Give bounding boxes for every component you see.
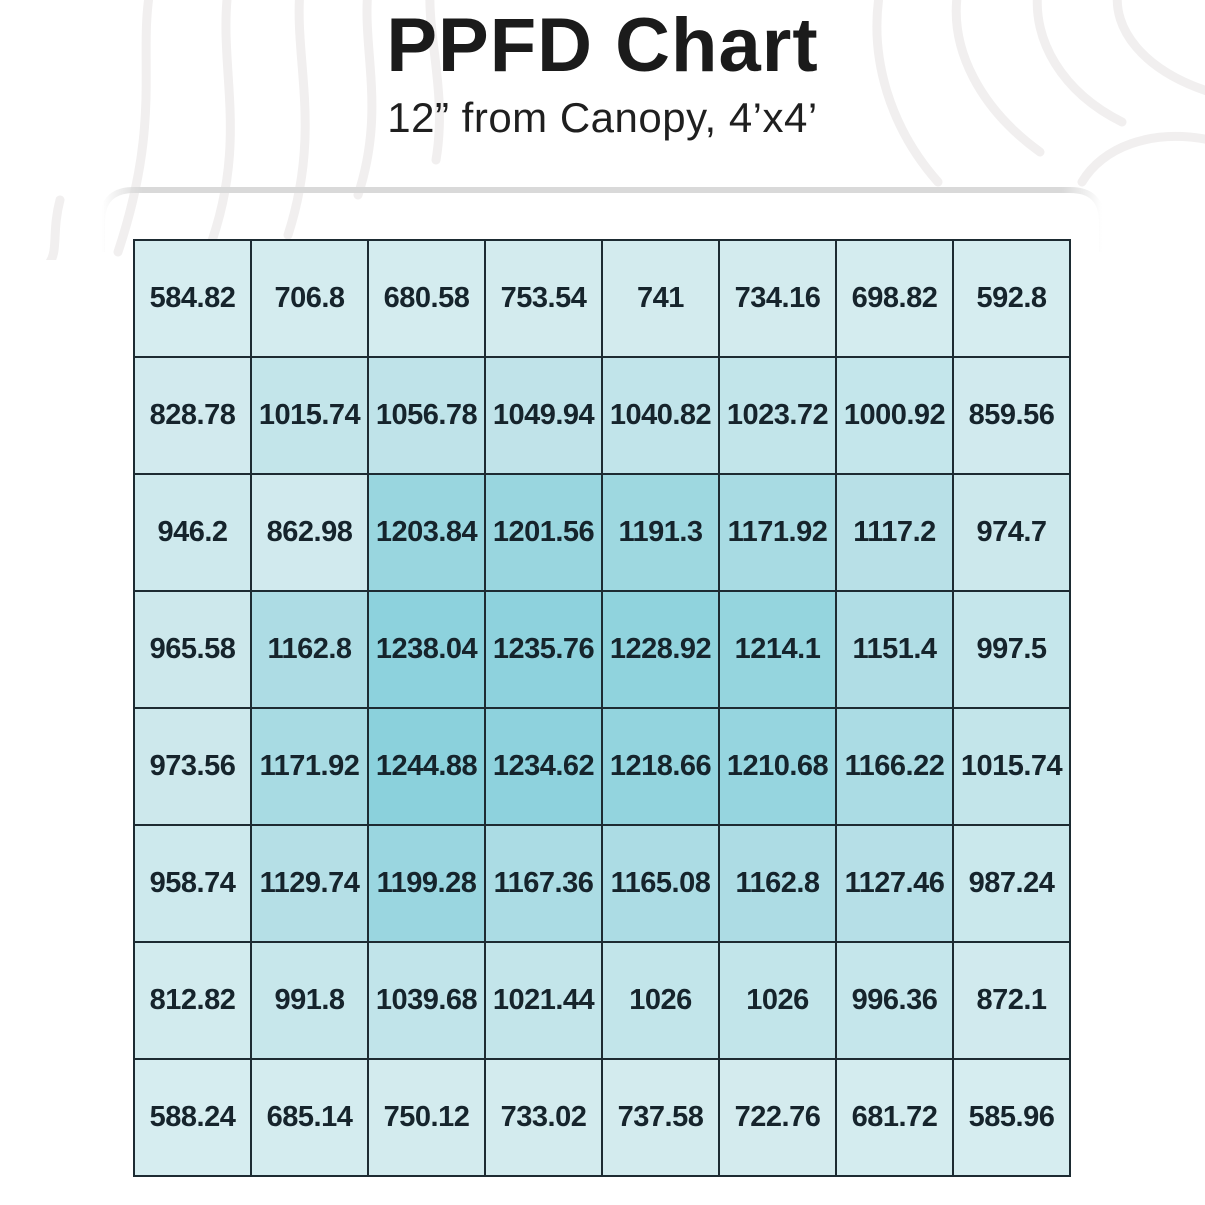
ppfd-cell: 1049.94 [486,358,601,473]
ppfd-cell: 1040.82 [603,358,718,473]
ppfd-cell: 1244.88 [369,709,484,824]
ppfd-cell: 1203.84 [369,475,484,590]
ppfd-cell: 1166.22 [837,709,952,824]
ppfd-cell: 1171.92 [252,709,367,824]
page-title: PPFD Chart [386,3,819,88]
ppfd-cell: 1162.8 [252,592,367,707]
ppfd-cell: 685.14 [252,1060,367,1175]
ppfd-cell: 1235.76 [486,592,601,707]
ppfd-cell: 973.56 [135,709,250,824]
ppfd-cell: 1026 [720,943,835,1058]
chart-header [0,0,1205,142]
ppfd-cell: 1191.3 [603,475,718,590]
ppfd-cell: 987.24 [954,826,1069,941]
ppfd-cell: 733.02 [486,1060,601,1175]
ppfd-cell: 1201.56 [486,475,601,590]
ppfd-cell: 1129.74 [252,826,367,941]
ppfd-cell: 1015.74 [954,709,1069,824]
ppfd-cell: 734.16 [720,241,835,356]
ppfd-cell: 812.82 [135,943,250,1058]
ppfd-cell: 681.72 [837,1060,952,1175]
ppfd-cell: 706.8 [252,241,367,356]
ppfd-cell: 680.58 [369,241,484,356]
ppfd-cell: 1021.44 [486,943,601,1058]
ppfd-cell: 722.76 [720,1060,835,1175]
ppfd-cell: 741 [603,241,718,356]
ppfd-cell: 1218.66 [603,709,718,824]
ppfd-cell: 1228.92 [603,592,718,707]
ppfd-cell: 997.5 [954,592,1069,707]
ppfd-cell: 698.82 [837,241,952,356]
ppfd-cell: 1015.74 [252,358,367,473]
ppfd-cell: 1127.46 [837,826,952,941]
ppfd-cell: 1023.72 [720,358,835,473]
ppfd-cell: 1199.28 [369,826,484,941]
ppfd-cell: 1167.36 [486,826,601,941]
ppfd-heatmap-grid [133,239,1071,1177]
ppfd-cell: 584.82 [135,241,250,356]
page-subtitle: 12” from Canopy, 4’x4’ [387,93,818,141]
ppfd-cell: 1210.68 [720,709,835,824]
ppfd-cell: 1026 [603,943,718,1058]
ppfd-cell: 862.98 [252,475,367,590]
ppfd-cell: 1234.62 [486,709,601,824]
ppfd-cell: 750.12 [369,1060,484,1175]
ppfd-cell: 1171.92 [720,475,835,590]
ppfd-cell: 1165.08 [603,826,718,941]
ppfd-cell: 588.24 [135,1060,250,1175]
ppfd-cell: 872.1 [954,943,1069,1058]
ppfd-cell: 996.36 [837,943,952,1058]
ppfd-cell: 958.74 [135,826,250,941]
ppfd-cell: 828.78 [135,358,250,473]
ppfd-cell: 1151.4 [837,592,952,707]
ppfd-cell: 592.8 [954,241,1069,356]
ppfd-cell: 946.2 [135,475,250,590]
ppfd-cell: 1238.04 [369,592,484,707]
ppfd-cell: 1214.1 [720,592,835,707]
ppfd-cell: 737.58 [603,1060,718,1175]
ppfd-cell: 1056.78 [369,358,484,473]
ppfd-cell: 753.54 [486,241,601,356]
ppfd-cell: 859.56 [954,358,1069,473]
ppfd-cell: 1039.68 [369,943,484,1058]
ppfd-cell: 1162.8 [720,826,835,941]
ppfd-cell: 965.58 [135,592,250,707]
ppfd-cell: 974.7 [954,475,1069,590]
ppfd-cell: 991.8 [252,943,367,1058]
ppfd-cell: 1117.2 [837,475,952,590]
ppfd-cell: 585.96 [954,1060,1069,1175]
ppfd-cell: 1000.92 [837,358,952,473]
